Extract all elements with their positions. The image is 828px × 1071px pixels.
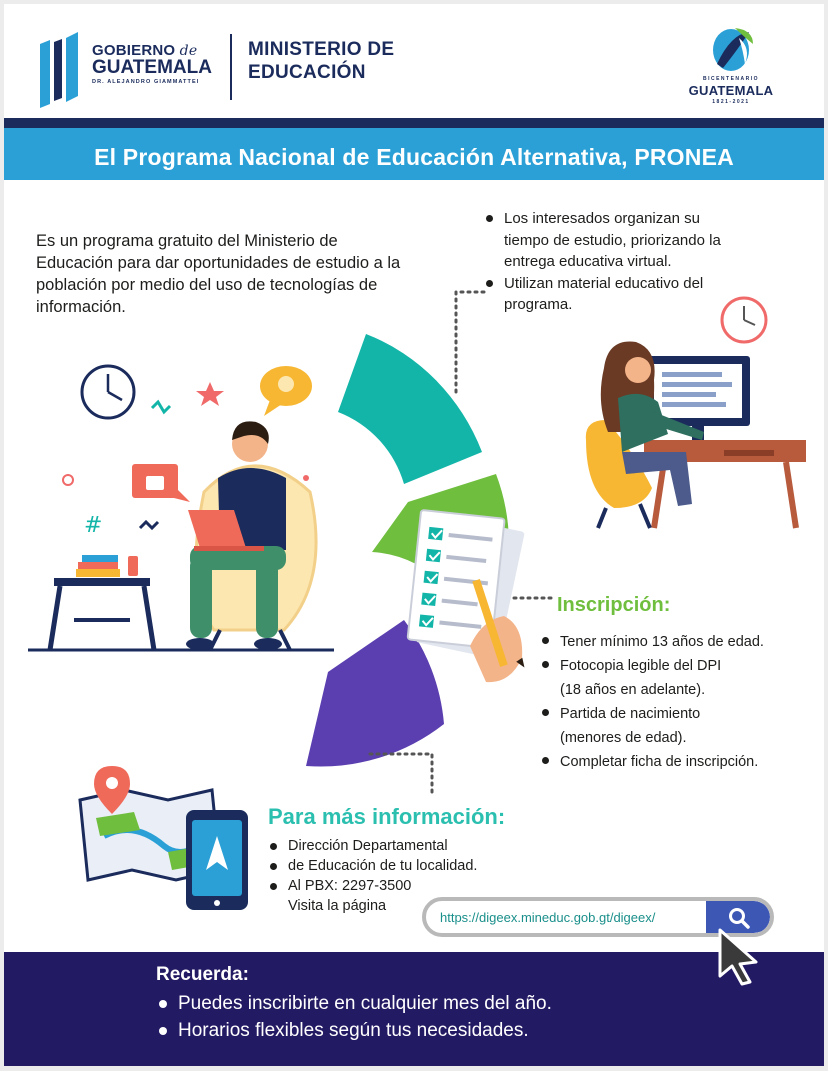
bicentenario-label: BICENTENARIO [702, 76, 760, 82]
list-item: Completar ficha de inscripción. [540, 750, 824, 774]
list-item: Horarios flexibles según tus necesidades. [156, 1017, 776, 1044]
list-item: Partida de nacimiento [540, 702, 824, 726]
list-item: (menores de edad). [560, 730, 687, 746]
list-item: Visita la página [288, 898, 387, 914]
page-title: El Programa Nacional de Educación Alternativa, PRONEA [94, 144, 734, 170]
url-link[interactable]: https://digeex.mineduc.gob.gt/digeex/ [440, 910, 656, 925]
checklist-illustration [400, 508, 540, 688]
bicentenario-name: GUATEMALA [688, 83, 774, 98]
list-item: Los interesados organizan su tiempo de estudio, priorizando la entrega educativa virtual. [484, 208, 734, 273]
intro-paragraph: Es un programa gratuito del Ministerio de Educación para dar oportunidades de estudio a la población por medio del uso de tecnologías de información. [36, 232, 401, 316]
cursor-arrow-icon [716, 928, 760, 986]
list-item: Utilizan material educativo del programa. [484, 273, 734, 316]
map-phone-illustration [74, 766, 254, 916]
list-item: Dirección Departamental [268, 836, 568, 856]
svg-text:#: # [84, 513, 103, 538]
footer [4, 952, 824, 1066]
infographic-page [4, 4, 824, 1066]
list-item: Puedes inscribirte en cualquier mes del año. [156, 990, 776, 1017]
thumbs-up-icon [132, 464, 190, 502]
gobierno-de-label: de [179, 43, 198, 59]
woman-computer-illustration [574, 292, 814, 532]
clock-icon [82, 366, 134, 418]
footer-list [156, 990, 776, 1044]
list-item: Fotocopia legible del DPI [540, 654, 824, 678]
footer-heading: Recuerda: [156, 964, 249, 985]
president-label: DR. ALEJANDRO GIAMMATTEI [92, 79, 200, 85]
info-heading: Para más información: [268, 804, 506, 829]
gobierno-label: GOBIERNO [92, 42, 176, 59]
list-item: Al PBX: 2297-3500 [268, 876, 568, 896]
student-laptop-illustration [24, 360, 354, 660]
clock-icon [722, 298, 766, 342]
inscripcion-list [540, 630, 824, 774]
bicentenario-years: 1821-2021 [712, 99, 750, 105]
ministry-line-2: EDUCACIÓN [248, 62, 366, 83]
list-item: Tener mínimo 13 años de edad. [540, 630, 824, 654]
search-icon [728, 907, 750, 929]
list-item: (18 años en adelante). [560, 682, 706, 698]
inscripcion-heading: Inscripción: [557, 594, 671, 616]
smartphone-icon [186, 810, 248, 910]
chat-bubble-icon [260, 366, 312, 416]
list-item: de Educación de tu localidad. [268, 856, 568, 876]
guatemala-label: GUATEMALA [92, 57, 212, 78]
star-icon [196, 382, 224, 406]
ministry-line-1: MINISTERIO DE [248, 39, 395, 60]
